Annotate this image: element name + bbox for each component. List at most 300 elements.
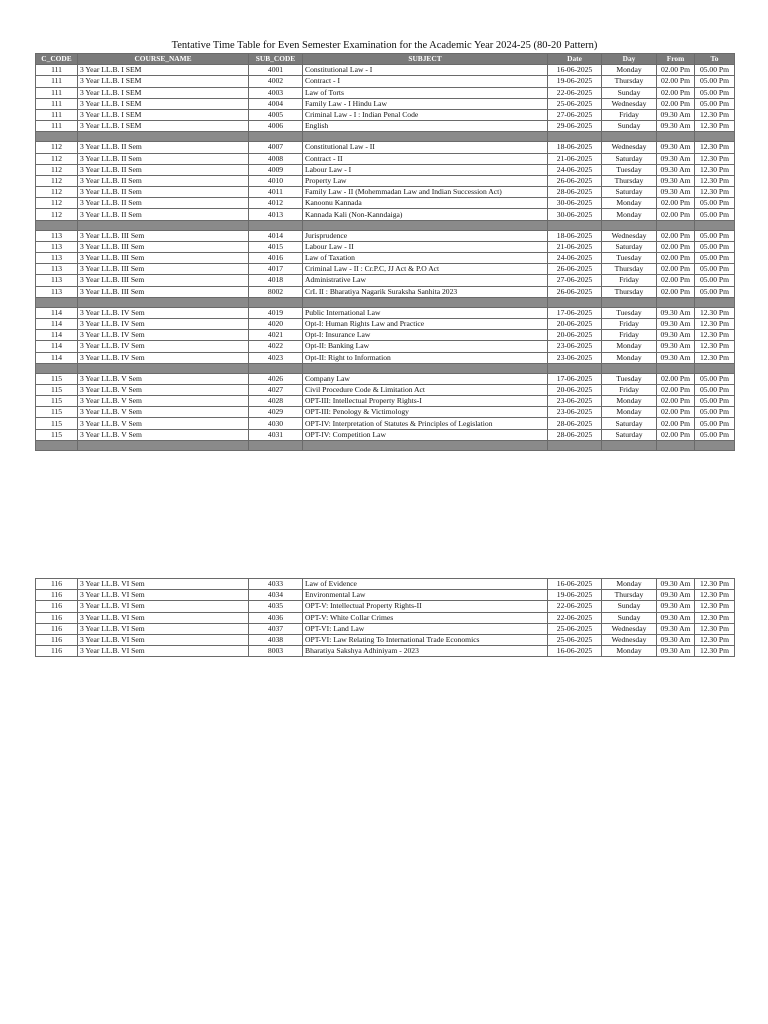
cell-date: 30-06-2025 bbox=[548, 209, 602, 220]
cell-sub-code: 4005 bbox=[249, 109, 303, 120]
cell-c-code: 114 bbox=[36, 330, 78, 341]
cell-course-name: 3 Year LL.B. III Sem bbox=[78, 230, 249, 241]
separator-cell bbox=[548, 132, 602, 142]
cell-from: 09.30 Am bbox=[657, 590, 695, 601]
cell-course-name: 3 Year LL.B. VI Sem bbox=[78, 590, 249, 601]
cell-date: 24-06-2025 bbox=[548, 253, 602, 264]
cell-from: 02.00 Pm bbox=[657, 275, 695, 286]
cell-sub-code: 4035 bbox=[249, 601, 303, 612]
cell-from: 09.30 Am bbox=[657, 341, 695, 352]
table-row bbox=[36, 429, 735, 440]
cell-sub-code: 4002 bbox=[249, 76, 303, 87]
cell-sub-code: 4004 bbox=[249, 98, 303, 109]
cell-day: Monday bbox=[602, 579, 657, 590]
cell-from: 09.30 Am bbox=[657, 307, 695, 318]
cell-to: 05.00 Pm bbox=[695, 286, 735, 297]
cell-day: Thursday bbox=[602, 175, 657, 186]
cell-to: 12.30 Pm bbox=[695, 612, 735, 623]
cell-sub-code: 4026 bbox=[249, 373, 303, 384]
cell-c-code: 116 bbox=[36, 612, 78, 623]
cell-subject: OPT-IV: Interpretation of Statutes & Principles of Legislation bbox=[303, 418, 548, 429]
cell-course-name: 3 Year LL.B. IV Sem bbox=[78, 318, 249, 329]
cell-subject: Jurisprudence bbox=[303, 230, 548, 241]
separator-cell bbox=[602, 220, 657, 230]
cell-from: 02.00 Pm bbox=[657, 373, 695, 384]
cell-course-name: 3 Year LL.B. III Sem bbox=[78, 275, 249, 286]
cell-day: Monday bbox=[602, 396, 657, 407]
cell-date: 28-06-2025 bbox=[548, 429, 602, 440]
cell-to: 12.30 Pm bbox=[695, 175, 735, 186]
cell-sub-code: 4034 bbox=[249, 590, 303, 601]
cell-day: Tuesday bbox=[602, 307, 657, 318]
cell-to: 05.00 Pm bbox=[695, 384, 735, 395]
table-row bbox=[36, 253, 735, 264]
cell-course-name: 3 Year LL.B. I SEM bbox=[78, 65, 249, 76]
header-c-code: C_CODE bbox=[36, 54, 78, 65]
separator-cell bbox=[695, 440, 735, 450]
cell-to: 05.00 Pm bbox=[695, 429, 735, 440]
cell-c-code: 113 bbox=[36, 264, 78, 275]
table-row bbox=[36, 264, 735, 275]
table-row bbox=[36, 275, 735, 286]
cell-date: 18-06-2025 bbox=[548, 230, 602, 241]
cell-c-code: 114 bbox=[36, 307, 78, 318]
cell-c-code: 115 bbox=[36, 373, 78, 384]
cell-day: Sunday bbox=[602, 601, 657, 612]
cell-date: 21-06-2025 bbox=[548, 153, 602, 164]
cell-sub-code: 4012 bbox=[249, 198, 303, 209]
cell-day: Friday bbox=[602, 330, 657, 341]
cell-date: 26-06-2025 bbox=[548, 264, 602, 275]
cell-date: 16-06-2025 bbox=[548, 579, 602, 590]
table-row bbox=[36, 352, 735, 363]
cell-sub-code: 4022 bbox=[249, 341, 303, 352]
cell-course-name: 3 Year LL.B. V Sem bbox=[78, 384, 249, 395]
cell-to: 12.30 Pm bbox=[695, 341, 735, 352]
table-row bbox=[36, 187, 735, 198]
table-row bbox=[36, 590, 735, 601]
cell-from: 02.00 Pm bbox=[657, 87, 695, 98]
cell-to: 12.30 Pm bbox=[695, 121, 735, 132]
cell-date: 18-06-2025 bbox=[548, 142, 602, 153]
cell-date: 23-06-2025 bbox=[548, 396, 602, 407]
cell-to: 05.00 Pm bbox=[695, 407, 735, 418]
cell-c-code: 111 bbox=[36, 65, 78, 76]
cell-subject: Civil Procedure Code & Limitation Act bbox=[303, 384, 548, 395]
cell-sub-code: 8002 bbox=[249, 286, 303, 297]
cell-course-name: 3 Year LL.B. III Sem bbox=[78, 264, 249, 275]
cell-from: 09.30 Am bbox=[657, 352, 695, 363]
cell-subject: Law of Evidence bbox=[303, 579, 548, 590]
cell-sub-code: 4006 bbox=[249, 121, 303, 132]
cell-from: 09.30 Am bbox=[657, 142, 695, 153]
table-row bbox=[36, 109, 735, 120]
cell-course-name: 3 Year LL.B. III Sem bbox=[78, 241, 249, 252]
cell-subject: Contract - I bbox=[303, 76, 548, 87]
cell-day: Saturday bbox=[602, 241, 657, 252]
table-row bbox=[36, 175, 735, 186]
cell-date: 22-06-2025 bbox=[548, 612, 602, 623]
cell-date: 22-06-2025 bbox=[548, 87, 602, 98]
cell-subject: Contract - II bbox=[303, 153, 548, 164]
cell-to: 12.30 Pm bbox=[695, 590, 735, 601]
cell-date: 16-06-2025 bbox=[548, 646, 602, 657]
cell-from: 09.30 Am bbox=[657, 153, 695, 164]
cell-course-name: 3 Year LL.B. V Sem bbox=[78, 407, 249, 418]
cell-c-code: 116 bbox=[36, 590, 78, 601]
cell-subject: Constitutional Law - II bbox=[303, 142, 548, 153]
cell-sub-code: 4038 bbox=[249, 634, 303, 645]
separator-cell bbox=[36, 440, 78, 450]
cell-subject: Criminal Law - II : Cr.P.C, JJ Act & P.O Act bbox=[303, 264, 548, 275]
cell-c-code: 112 bbox=[36, 175, 78, 186]
separator-cell bbox=[78, 363, 249, 373]
cell-subject: OPT-V: White Collar Crimes bbox=[303, 612, 548, 623]
cell-to: 12.30 Pm bbox=[695, 187, 735, 198]
cell-subject: Law of Taxation bbox=[303, 253, 548, 264]
cell-date: 27-06-2025 bbox=[548, 109, 602, 120]
cell-day: Sunday bbox=[602, 87, 657, 98]
table-row bbox=[36, 384, 735, 395]
separator-cell bbox=[548, 440, 602, 450]
separator-cell bbox=[78, 440, 249, 450]
cell-course-name: 3 Year LL.B. VI Sem bbox=[78, 601, 249, 612]
table-row bbox=[36, 407, 735, 418]
cell-from: 09.30 Am bbox=[657, 330, 695, 341]
table-row bbox=[36, 142, 735, 153]
cell-to: 05.00 Pm bbox=[695, 209, 735, 220]
cell-c-code: 114 bbox=[36, 318, 78, 329]
header-course-name: COURSE_NAME bbox=[78, 54, 249, 65]
separator-cell bbox=[695, 297, 735, 307]
cell-date: 17-06-2025 bbox=[548, 373, 602, 384]
table-row bbox=[36, 612, 735, 623]
cell-course-name: 3 Year LL.B. VI Sem bbox=[78, 579, 249, 590]
cell-course-name: 3 Year LL.B. VI Sem bbox=[78, 646, 249, 657]
group-separator bbox=[36, 363, 735, 373]
cell-to: 12.30 Pm bbox=[695, 601, 735, 612]
cell-course-name: 3 Year LL.B. I SEM bbox=[78, 109, 249, 120]
cell-sub-code: 4014 bbox=[249, 230, 303, 241]
cell-from: 09.30 Am bbox=[657, 175, 695, 186]
group-separator bbox=[36, 440, 735, 450]
cell-date: 20-06-2025 bbox=[548, 384, 602, 395]
cell-sub-code: 4020 bbox=[249, 318, 303, 329]
table-row bbox=[36, 164, 735, 175]
cell-to: 12.30 Pm bbox=[695, 330, 735, 341]
cell-day: Thursday bbox=[602, 286, 657, 297]
cell-c-code: 111 bbox=[36, 76, 78, 87]
cell-from: 09.30 Am bbox=[657, 579, 695, 590]
cell-c-code: 116 bbox=[36, 601, 78, 612]
cell-subject: OPT-VI: Law Relating To International Trade Economics bbox=[303, 634, 548, 645]
cell-to: 05.00 Pm bbox=[695, 373, 735, 384]
table-row bbox=[36, 330, 735, 341]
cell-subject: CrL II : Bharatiya Nagarik Suraksha Sanhita 2023 bbox=[303, 286, 548, 297]
separator-cell bbox=[303, 363, 548, 373]
cell-c-code: 116 bbox=[36, 579, 78, 590]
table-row bbox=[36, 65, 735, 76]
table-row bbox=[36, 286, 735, 297]
cell-to: 05.00 Pm bbox=[695, 65, 735, 76]
cell-day: Monday bbox=[602, 407, 657, 418]
cell-c-code: 116 bbox=[36, 646, 78, 657]
cell-sub-code: 4001 bbox=[249, 65, 303, 76]
cell-course-name: 3 Year LL.B. III Sem bbox=[78, 253, 249, 264]
cell-to: 12.30 Pm bbox=[695, 646, 735, 657]
cell-from: 02.00 Pm bbox=[657, 264, 695, 275]
cell-date: 20-06-2025 bbox=[548, 318, 602, 329]
group-separator bbox=[36, 297, 735, 307]
cell-date: 23-06-2025 bbox=[548, 407, 602, 418]
cell-day: Thursday bbox=[602, 76, 657, 87]
separator-cell bbox=[249, 363, 303, 373]
cell-date: 22-06-2025 bbox=[548, 601, 602, 612]
table-row bbox=[36, 318, 735, 329]
cell-subject: Opt-I: Human Rights Law and Practice bbox=[303, 318, 548, 329]
header-date: Date bbox=[548, 54, 602, 65]
cell-sub-code: 4017 bbox=[249, 264, 303, 275]
separator-cell bbox=[657, 297, 695, 307]
cell-date: 26-06-2025 bbox=[548, 286, 602, 297]
cell-c-code: 112 bbox=[36, 142, 78, 153]
header-sub-code: SUB_CODE bbox=[249, 54, 303, 65]
cell-c-code: 112 bbox=[36, 187, 78, 198]
cell-course-name: 3 Year LL.B. II Sem bbox=[78, 209, 249, 220]
cell-course-name: 3 Year LL.B. I SEM bbox=[78, 87, 249, 98]
cell-c-code: 114 bbox=[36, 341, 78, 352]
cell-to: 12.30 Pm bbox=[695, 109, 735, 120]
cell-sub-code: 4018 bbox=[249, 275, 303, 286]
cell-from: 09.30 Am bbox=[657, 601, 695, 612]
cell-to: 12.30 Pm bbox=[695, 318, 735, 329]
cell-day: Friday bbox=[602, 109, 657, 120]
cell-day: Saturday bbox=[602, 153, 657, 164]
cell-sub-code: 4007 bbox=[249, 142, 303, 153]
cell-sub-code: 4028 bbox=[249, 396, 303, 407]
cell-from: 02.00 Pm bbox=[657, 230, 695, 241]
cell-sub-code: 4003 bbox=[249, 87, 303, 98]
cell-sub-code: 4036 bbox=[249, 612, 303, 623]
cell-c-code: 113 bbox=[36, 253, 78, 264]
cell-to: 12.30 Pm bbox=[695, 352, 735, 363]
cell-subject: Company Law bbox=[303, 373, 548, 384]
cell-date: 23-06-2025 bbox=[548, 352, 602, 363]
cell-day: Saturday bbox=[602, 418, 657, 429]
cell-subject: Constitutional Law - I bbox=[303, 65, 548, 76]
cell-to: 05.00 Pm bbox=[695, 241, 735, 252]
cell-sub-code: 4027 bbox=[249, 384, 303, 395]
cell-from: 02.00 Pm bbox=[657, 429, 695, 440]
table-row bbox=[36, 307, 735, 318]
cell-sub-code: 8003 bbox=[249, 646, 303, 657]
separator-cell bbox=[602, 297, 657, 307]
cell-subject: OPT-IV: Competition Law bbox=[303, 429, 548, 440]
table-row bbox=[36, 623, 735, 634]
separator-cell bbox=[657, 440, 695, 450]
cell-from: 02.00 Pm bbox=[657, 396, 695, 407]
cell-subject: Kanoonu Kannada bbox=[303, 198, 548, 209]
cell-to: 05.00 Pm bbox=[695, 76, 735, 87]
cell-date: 19-06-2025 bbox=[548, 590, 602, 601]
cell-course-name: 3 Year LL.B. VI Sem bbox=[78, 623, 249, 634]
table-row bbox=[36, 241, 735, 252]
cell-to: 12.30 Pm bbox=[695, 634, 735, 645]
cell-date: 26-06-2025 bbox=[548, 175, 602, 186]
cell-course-name: 3 Year LL.B. VI Sem bbox=[78, 634, 249, 645]
cell-subject: Criminal Law - I : Indian Penal Code bbox=[303, 109, 548, 120]
cell-date: 24-06-2025 bbox=[548, 164, 602, 175]
cell-c-code: 116 bbox=[36, 634, 78, 645]
cell-day: Wednesday bbox=[602, 623, 657, 634]
cell-to: 12.30 Pm bbox=[695, 623, 735, 634]
cell-from: 09.30 Am bbox=[657, 318, 695, 329]
cell-course-name: 3 Year LL.B. II Sem bbox=[78, 164, 249, 175]
cell-date: 30-06-2025 bbox=[548, 198, 602, 209]
cell-to: 05.00 Pm bbox=[695, 275, 735, 286]
cell-subject: Environmental Law bbox=[303, 590, 548, 601]
cell-course-name: 3 Year LL.B. I SEM bbox=[78, 121, 249, 132]
cell-sub-code: 4016 bbox=[249, 253, 303, 264]
cell-sub-code: 4033 bbox=[249, 579, 303, 590]
cell-day: Tuesday bbox=[602, 253, 657, 264]
cell-course-name: 3 Year LL.B. II Sem bbox=[78, 187, 249, 198]
cell-from: 02.00 Pm bbox=[657, 418, 695, 429]
cell-course-name: 3 Year LL.B. I SEM bbox=[78, 76, 249, 87]
cell-to: 05.00 Pm bbox=[695, 230, 735, 241]
cell-c-code: 114 bbox=[36, 352, 78, 363]
header-subject: SUBJECT bbox=[303, 54, 548, 65]
cell-course-name: 3 Year LL.B. V Sem bbox=[78, 373, 249, 384]
cell-subject: Labour Law - II bbox=[303, 241, 548, 252]
table-row bbox=[36, 634, 735, 645]
cell-c-code: 111 bbox=[36, 87, 78, 98]
cell-c-code: 111 bbox=[36, 109, 78, 120]
separator-cell bbox=[657, 363, 695, 373]
group-separator bbox=[36, 220, 735, 230]
cell-course-name: 3 Year LL.B. II Sem bbox=[78, 175, 249, 186]
cell-from: 02.00 Pm bbox=[657, 384, 695, 395]
cell-from: 02.00 Pm bbox=[657, 253, 695, 264]
cell-day: Wednesday bbox=[602, 634, 657, 645]
separator-cell bbox=[36, 132, 78, 142]
separator-cell bbox=[695, 220, 735, 230]
cell-day: Friday bbox=[602, 318, 657, 329]
timetable-continued bbox=[35, 578, 735, 657]
cell-from: 09.30 Am bbox=[657, 121, 695, 132]
cell-from: 09.30 Am bbox=[657, 634, 695, 645]
cell-to: 12.30 Pm bbox=[695, 164, 735, 175]
table-row bbox=[36, 153, 735, 164]
table-row bbox=[36, 230, 735, 241]
cell-from: 09.30 Am bbox=[657, 109, 695, 120]
table-row bbox=[36, 579, 735, 590]
cell-date: 20-06-2025 bbox=[548, 330, 602, 341]
cell-sub-code: 4030 bbox=[249, 418, 303, 429]
cell-day: Sunday bbox=[602, 121, 657, 132]
cell-subject: Administrative Law bbox=[303, 275, 548, 286]
cell-subject: Family Law - II (Mohemmadan Law and Indian Succession Act) bbox=[303, 187, 548, 198]
cell-day: Monday bbox=[602, 646, 657, 657]
cell-to: 12.30 Pm bbox=[695, 579, 735, 590]
cell-course-name: 3 Year LL.B. I SEM bbox=[78, 98, 249, 109]
cell-from: 02.00 Pm bbox=[657, 65, 695, 76]
cell-day: Wednesday bbox=[602, 230, 657, 241]
cell-c-code: 116 bbox=[36, 623, 78, 634]
separator-cell bbox=[249, 440, 303, 450]
cell-day: Monday bbox=[602, 352, 657, 363]
cell-from: 02.00 Pm bbox=[657, 198, 695, 209]
cell-date: 27-06-2025 bbox=[548, 275, 602, 286]
table-row bbox=[36, 396, 735, 407]
separator-cell bbox=[548, 220, 602, 230]
cell-from: 09.30 Am bbox=[657, 164, 695, 175]
cell-day: Monday bbox=[602, 341, 657, 352]
cell-to: 05.00 Pm bbox=[695, 264, 735, 275]
cell-subject: Opt-I: Insurance Law bbox=[303, 330, 548, 341]
cell-course-name: 3 Year LL.B. V Sem bbox=[78, 429, 249, 440]
cell-course-name: 3 Year LL.B. V Sem bbox=[78, 396, 249, 407]
separator-cell bbox=[602, 363, 657, 373]
cell-sub-code: 4037 bbox=[249, 623, 303, 634]
separator-cell bbox=[249, 132, 303, 142]
separator-cell bbox=[36, 363, 78, 373]
cell-to: 12.30 Pm bbox=[695, 142, 735, 153]
cell-to: 05.00 Pm bbox=[695, 98, 735, 109]
cell-sub-code: 4031 bbox=[249, 429, 303, 440]
cell-c-code: 113 bbox=[36, 286, 78, 297]
cell-c-code: 112 bbox=[36, 153, 78, 164]
cell-day: Sunday bbox=[602, 612, 657, 623]
cell-date: 25-06-2025 bbox=[548, 634, 602, 645]
cell-day: Friday bbox=[602, 384, 657, 395]
cell-date: 25-06-2025 bbox=[548, 98, 602, 109]
cell-c-code: 111 bbox=[36, 121, 78, 132]
cell-c-code: 113 bbox=[36, 275, 78, 286]
table-row bbox=[36, 209, 735, 220]
cell-day: Saturday bbox=[602, 429, 657, 440]
cell-date: 29-06-2025 bbox=[548, 121, 602, 132]
cell-course-name: 3 Year LL.B. V Sem bbox=[78, 418, 249, 429]
separator-cell bbox=[78, 220, 249, 230]
cell-course-name: 3 Year LL.B. VI Sem bbox=[78, 612, 249, 623]
separator-cell bbox=[657, 132, 695, 142]
cell-date: 19-06-2025 bbox=[548, 76, 602, 87]
cell-c-code: 113 bbox=[36, 230, 78, 241]
cell-from: 02.00 Pm bbox=[657, 76, 695, 87]
cell-day: Saturday bbox=[602, 187, 657, 198]
cell-course-name: 3 Year LL.B. III Sem bbox=[78, 286, 249, 297]
cell-from: 09.30 Am bbox=[657, 623, 695, 634]
cell-c-code: 115 bbox=[36, 429, 78, 440]
cell-subject: Family Law - I Hindu Law bbox=[303, 98, 548, 109]
header-from: From bbox=[657, 54, 695, 65]
cell-course-name: 3 Year LL.B. II Sem bbox=[78, 142, 249, 153]
separator-cell bbox=[78, 297, 249, 307]
cell-date: 16-06-2025 bbox=[548, 65, 602, 76]
cell-from: 02.00 Pm bbox=[657, 286, 695, 297]
cell-subject: Bharatiya Sakshya Adhiniyam - 2023 bbox=[303, 646, 548, 657]
cell-c-code: 115 bbox=[36, 396, 78, 407]
cell-c-code: 115 bbox=[36, 407, 78, 418]
cell-date: 25-06-2025 bbox=[548, 623, 602, 634]
separator-cell bbox=[695, 363, 735, 373]
cell-subject: Opt-II: Banking Law bbox=[303, 341, 548, 352]
table-row bbox=[36, 646, 735, 657]
cell-c-code: 112 bbox=[36, 164, 78, 175]
group-separator bbox=[36, 132, 735, 142]
cell-from: 02.00 Pm bbox=[657, 98, 695, 109]
